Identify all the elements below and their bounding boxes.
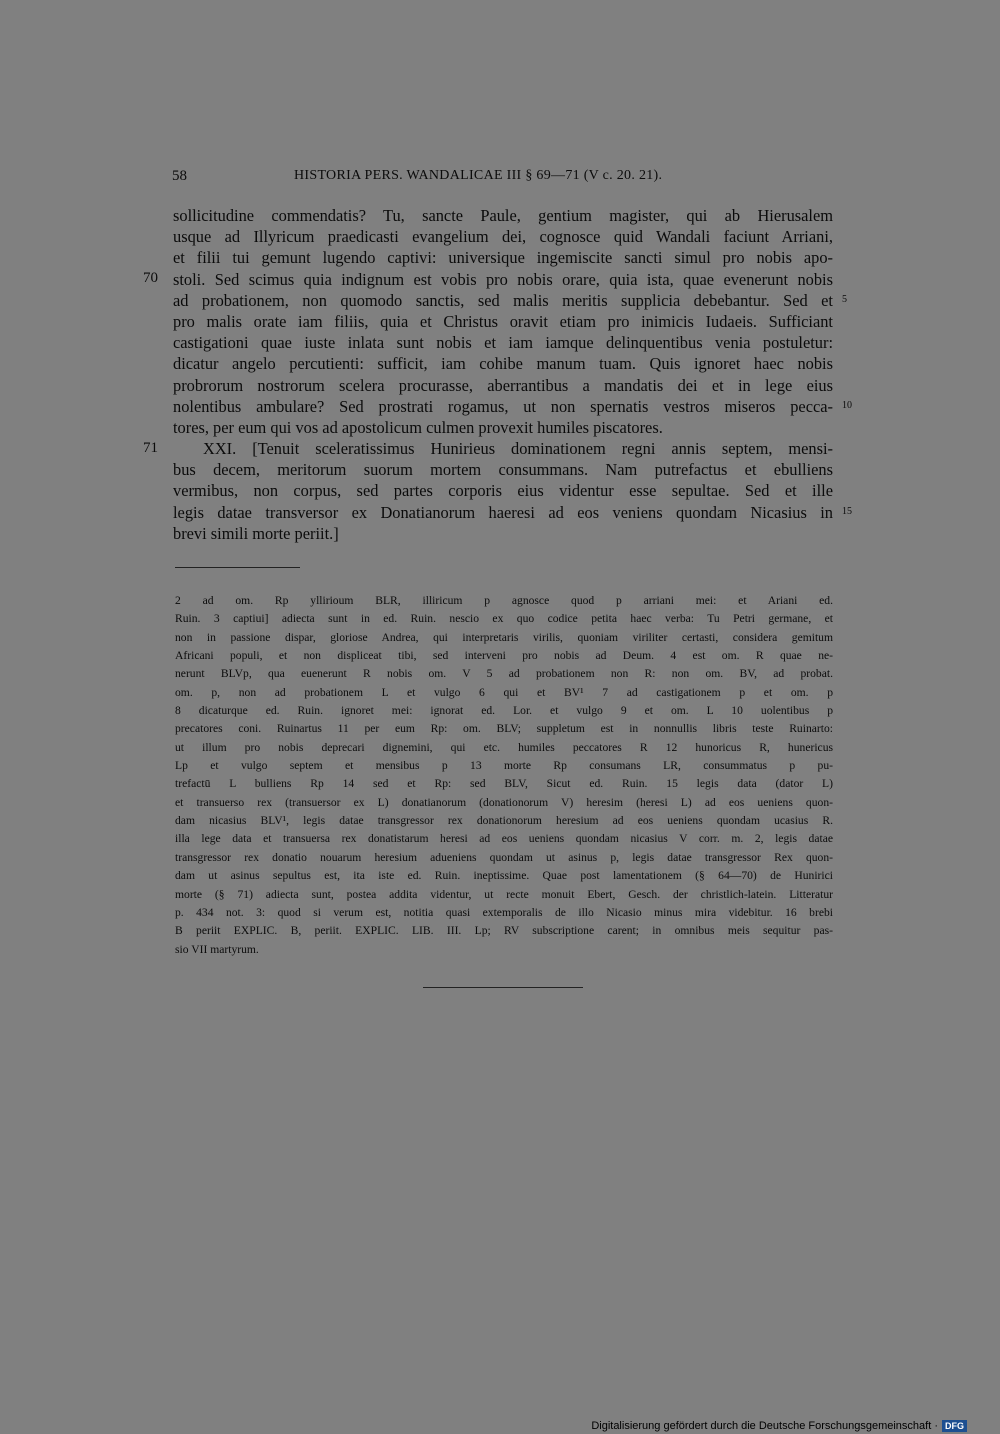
text-line: pro malis orate iam filiis, quia et Christus oravit etiam pro inimicis Iudaeis. Sufficiant <box>173 311 833 331</box>
page-number: 58 <box>172 168 187 184</box>
text-line: tores, per eum qui vos ad apostolicum culmen provexit humiles piscatores. <box>173 417 663 437</box>
text-line: et filii tui gemunt lugendo captivi: universique ingemiscite sancti simul pro nobis apo- <box>173 248 833 268</box>
running-title: HISTORIA PERS. WANDALICAE III § 69—71 (V c. 20. 21). <box>294 168 663 183</box>
note-line: sio VII martyrum. <box>175 942 259 956</box>
dfg-logo-icon: DFG <box>942 1420 967 1432</box>
line-number-15: 15 <box>842 506 852 517</box>
note-line: nerunt BLVp, qua euenerunt R nobis om. V 5 ad probationem non R: non om. BV, ad probat. <box>175 667 833 681</box>
critical-apparatus <box>175 592 833 959</box>
digitization-footer <box>591 1419 967 1433</box>
note-line: om. p, non ad probationem L et vulgo 6 qui et BV¹ 7 ad castigationem p et om. p <box>175 685 833 699</box>
note-line: morte (§ 71) adiecta sunt, postea addita videntur, ut recte monuit Ebert, Gesch. der christlich-latein. Litteratur <box>175 887 833 901</box>
section-number-71: 71 <box>143 440 158 456</box>
footer-text: Digitalisierung gefördert durch die Deutsche Forschungsgemeinschaft · <box>591 1420 938 1432</box>
section-number-70: 70 <box>143 270 158 286</box>
text-line: dicatur angelo percutienti: sufficit, iam cohibe manum tuam. Quis ignoret haec nobis <box>173 354 833 374</box>
text-line: probrorum nostrorum scelera procurasse, aberrantibus a mandatis dei et in lege eius <box>173 375 833 395</box>
text-line: bus decem, meritorum suorum mortem consummans. Nam putrefactus et ebulliens <box>173 460 833 480</box>
note-line: trefactū L bulliens Rp 14 sed et Rp: sed BLV, Sicut ed. Ruin. 15 legis data (dator L) <box>175 777 833 791</box>
note-line: precatores coni. Ruinartus 11 per eum Rp: om. BLV; suppletum est in nonnullis libris teste Ruinarto: <box>175 722 833 736</box>
note-line: Ruin. 3 captiui] adiecta sunt in ed. Ruin. nescio ex quo codice petita haec verba: Tu Petri germane, et <box>175 612 833 626</box>
text-line: vermibus, non corpus, sed partes corporis eius videntur esse sepultae. Sed et ille <box>173 481 833 501</box>
text-line: castigationi quae iuste inlata sunt nobis et iam iamque delinquentibus venia postuletur: <box>173 333 833 353</box>
note-line: transgressor rex donatio nouarum heresium adueniens quondam ut asinus p, legis datae transgressor Rex quon- <box>175 850 833 864</box>
note-line: illa lege data et transuersa rex donatistarum heresi ad eos ueniens quondam nicasius V corr. m. 2, legis datae <box>175 832 833 846</box>
text-line: sollicitudine commendatis? Tu, sancte Paule, gentium magister, qui ab Hierusalem <box>173 206 833 225</box>
note-line: dam ut asinus sepultus est, ita iste ed. Ruin. ineptissime. Quae post lamentationem (§ 64—70) de Hunirici <box>175 869 833 883</box>
text-line: nolentibus ambulare? Sed prostrati rogamus, ut non spernatis vestros miseros pecca- <box>173 396 833 416</box>
text-line: stoli. Sed scimus quia indignum est vobis pro nobis orare, quia ista, quae evenerunt nobis <box>173 269 833 289</box>
text-line: usque ad Illyricum praedicasti evangelium dei, cognosce quid Wandali faciunt Arriani, <box>173 227 833 247</box>
note-line: Africani populi, et non displiceat tibi, sed interveni pro nobis ad Deum. 4 est om. R quae ne- <box>175 649 833 663</box>
line-number-5: 5 <box>842 294 847 305</box>
text-line: legis datae transversor ex Donatianorum haeresi ad eos veniens quondam Nicasius in <box>173 502 833 522</box>
end-divider <box>423 987 583 988</box>
main-text <box>173 205 833 544</box>
note-line: et transuerso rex (transuersor ex L) donatianorum (donationorum V) heresim (heresi L) ad eos ueniens quon- <box>175 795 833 809</box>
chapter-heading-line: XXI. [Tenuit sceleratissimus Hunirieus dominationem regni annis septem, mensi- <box>203 439 833 459</box>
text-line: brevi simili morte periit.] <box>173 523 339 543</box>
note-line: Lp et vulgo septem et mensibus p 13 morte Rp consumans LR, consummatus p pu- <box>175 759 833 773</box>
note-line: non in passione dispar, gloriose Andrea, qui interpretaris virilis, quoniam viriliter certasti, considera gemitum <box>175 630 833 644</box>
note-line: B periit EXPLIC. B, periit. EXPLIC. LIB. III. Lp; RV subscriptione carent; in omnibus meis sequitur pas- <box>175 924 833 938</box>
running-header <box>172 168 834 190</box>
text-line: ad probationem, non quomodo sanctis, sed malis meritis supplicia debebantur. Sed et <box>173 290 833 310</box>
note-line: 8 dicaturque ed. Ruin. ignoret mei: ignorat ed. Lor. et vulgo 9 et om. L 10 uolentibus p <box>175 704 833 718</box>
note-line: dam nicasius BLV¹, legis datae transgressor rex donationorum heresium ad eos ueniens quondam ucasius R. <box>175 814 833 828</box>
note-line: p. 434 not. 3: quod si verum est, notitia quasi extemporalis de illo Nicasio minus mira videbitur. 16 brebi <box>175 905 833 919</box>
line-number-10: 10 <box>842 400 852 411</box>
footnote-divider <box>175 567 300 568</box>
note-line: 2 ad om. Rp yllirioum BLR, illiricum p agnosce quod p arriani mei: et Ariani ed. <box>175 594 833 607</box>
note-line: ut illum pro nobis deprecari dignemini, qui etc. humiles peccatores R 12 hunoricus R, hunericus <box>175 740 833 754</box>
